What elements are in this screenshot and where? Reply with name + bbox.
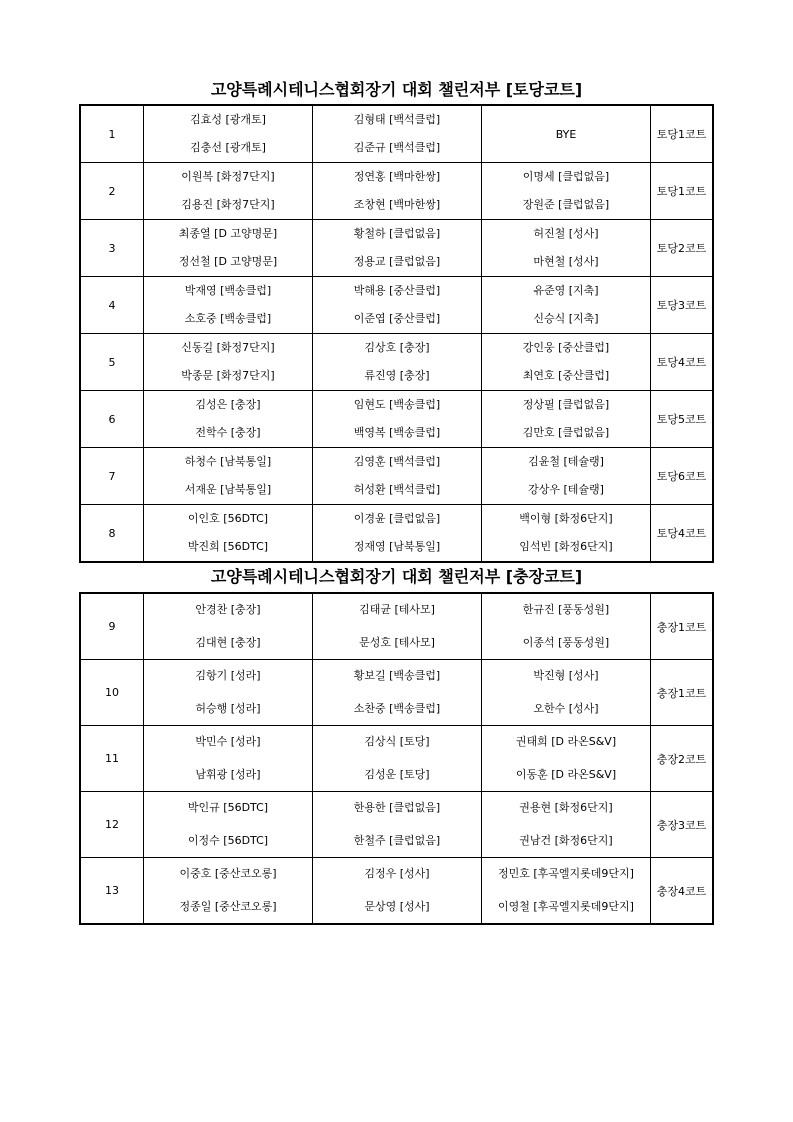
player-name: 문성호 [테사모] <box>359 635 435 649</box>
team-cell <box>313 391 482 448</box>
player-name: 신동길 [화정7단지] <box>181 341 275 354</box>
player-name: 하청수 [남북통일] <box>184 455 272 468</box>
player-name: 이인호 [56DTC] <box>187 512 269 525</box>
group-row <box>80 858 713 925</box>
court-cell: 충장2코트 <box>651 726 714 792</box>
player-name: 신승식 [지축] <box>533 312 599 325</box>
player-name: 한용한 [클럽없음] <box>353 801 441 815</box>
court-cell: 토당4코트 <box>651 505 714 563</box>
court-cell: 충장1코트 <box>651 593 714 660</box>
team-cell <box>313 660 482 726</box>
group-number: 12 <box>80 792 144 858</box>
player-name: 김만호 [클럽없음] <box>522 426 610 439</box>
group-number: 4 <box>80 277 144 334</box>
team-cell <box>144 277 313 334</box>
player-name: 이명세 [클럽없음] <box>522 170 610 183</box>
team-cell <box>313 593 482 660</box>
player-name: 정용교 [클럽없음] <box>353 255 441 268</box>
team-cell <box>482 448 651 505</box>
player-name: 소찬중 [백송클럽] <box>353 701 441 715</box>
group-number: 7 <box>80 448 144 505</box>
player-name: 이중호 [중산코오롱] <box>179 867 277 881</box>
team-cell <box>313 505 482 563</box>
player-name: 권태희 [D 라온S&V] <box>515 735 617 749</box>
team-cell <box>482 593 651 660</box>
group-row <box>80 391 713 448</box>
team-cell <box>144 505 313 563</box>
court-cell: 토당6코트 <box>651 448 714 505</box>
player-name: 이동훈 [D 라온S&V] <box>515 767 617 781</box>
player-name: 박종문 [화정7단지] <box>181 369 275 382</box>
team-cell <box>144 726 313 792</box>
group-number: 13 <box>80 858 144 925</box>
player-name: 김영훈 [백석클럽] <box>353 455 441 468</box>
player-name: 허승행 [성라] <box>195 701 261 715</box>
team-cell <box>313 448 482 505</box>
group-row <box>80 505 713 563</box>
player-name: 최연호 [중산클럽] <box>522 369 610 382</box>
team-cell <box>482 505 651 563</box>
player-name: 정재영 [남북통일] <box>353 540 441 553</box>
group-number: 1 <box>80 105 144 163</box>
team-cell <box>482 792 651 858</box>
player-name: 박진희 [56DTC] <box>187 540 269 553</box>
team-cell <box>313 726 482 792</box>
draw-table-chungjang <box>79 592 714 925</box>
team-cell <box>313 792 482 858</box>
court-cell: 충장1코트 <box>651 660 714 726</box>
player-name: 강상우 [테슐랭] <box>528 483 604 496</box>
player-name: 임현도 [백송클럽] <box>353 398 441 411</box>
player-name: 김용진 [화정7단지] <box>181 198 275 211</box>
player-name: 서재운 [남북통일] <box>184 483 272 496</box>
group-number: 11 <box>80 726 144 792</box>
player-name: 박해용 [중산클럽] <box>353 284 441 297</box>
player-name: 김대현 [충장] <box>195 635 261 649</box>
player-name: 임석빈 [화정6단지] <box>519 540 613 553</box>
player-name: 김항기 [성라] <box>195 669 261 683</box>
team-cell <box>313 334 482 391</box>
team-cell <box>313 163 482 220</box>
player-name: 정민호 [후곡엘지롯데9단지] <box>498 867 634 881</box>
team-cell <box>313 220 482 277</box>
group-row <box>80 334 713 391</box>
player-name: 김충선 [광개토] <box>190 141 266 154</box>
group-number: 3 <box>80 220 144 277</box>
team-cell <box>482 660 651 726</box>
player-name: 황철하 [클럽없음] <box>353 227 441 240</box>
group-row <box>80 726 713 792</box>
player-name: 박재영 [백송클럽] <box>184 284 272 297</box>
player-name: 황보길 [백송클럽] <box>353 669 441 683</box>
team-cell <box>482 858 651 925</box>
team-cell <box>313 105 482 163</box>
team-cell <box>144 593 313 660</box>
group-row <box>80 220 713 277</box>
player-name: 최종열 [D 고양명문] <box>178 227 278 240</box>
player-name: 오한수 [성사] <box>533 701 599 715</box>
team-cell <box>482 220 651 277</box>
draw-table-todang <box>79 104 714 563</box>
group-row <box>80 660 713 726</box>
group-row <box>80 163 713 220</box>
player-name: 허성환 [백석클럽] <box>353 483 441 496</box>
player-name: 소호중 [백송클럽] <box>184 312 272 325</box>
group-number: 8 <box>80 505 144 563</box>
group-row <box>80 448 713 505</box>
player-name: 김윤철 [테슐랭] <box>528 455 604 468</box>
player-name: 김정우 [성사] <box>364 867 430 881</box>
player-name: 한규진 [풍동성원] <box>522 603 610 617</box>
player-name: 이종석 [풍동성원] <box>522 635 610 649</box>
player-name: 김성운 [토당] <box>364 767 430 781</box>
player-name: 김성은 [충장] <box>195 398 261 411</box>
team-cell <box>144 448 313 505</box>
team-cell <box>144 858 313 925</box>
group-number: 9 <box>80 593 144 660</box>
player-name: 마현철 [성사] <box>533 255 599 268</box>
group-row <box>80 792 713 858</box>
player-name: 안경찬 [충장] <box>195 603 261 617</box>
section-title-todang: 고양특례시테니스협회장기 대회 챌린저부 [토당코트] <box>210 80 583 99</box>
court-cell: 토당4코트 <box>651 334 714 391</box>
team-cell <box>482 334 651 391</box>
player-name: 김상호 [충장] <box>364 341 430 354</box>
group-number: 2 <box>80 163 144 220</box>
player-name: 조창현 [백마한쌍] <box>353 198 441 211</box>
team-cell <box>482 277 651 334</box>
team-cell <box>482 163 651 220</box>
group-row <box>80 105 713 163</box>
player-name: 정선철 [D 고양명문] <box>178 255 278 268</box>
team-cell <box>144 792 313 858</box>
player-name: 허진철 [성사] <box>533 227 599 240</box>
player-name: 권용현 [화정6단지] <box>519 801 613 815</box>
court-cell: 토당1코트 <box>651 105 714 163</box>
court-cell: 토당2코트 <box>651 220 714 277</box>
player-name: 박진형 [성사] <box>533 669 599 683</box>
team-cell <box>313 858 482 925</box>
player-name: 문상영 [성사] <box>364 899 430 913</box>
player-name: 김태균 [테사모] <box>359 603 435 617</box>
player-name: 장원준 [클럽없음] <box>522 198 610 211</box>
court-cell: 토당1코트 <box>651 163 714 220</box>
team-cell <box>482 726 651 792</box>
group-row <box>80 277 713 334</box>
team-cell <box>144 391 313 448</box>
player-name: 정종일 [중산코오롱] <box>179 899 277 913</box>
court-cell: 충장4코트 <box>651 858 714 925</box>
group-number: 6 <box>80 391 144 448</box>
player-name: 이영철 [후곡엘지롯데9단지] <box>498 899 634 913</box>
player-name: 백영복 [백송클럽] <box>353 426 441 439</box>
group-number: 10 <box>80 660 144 726</box>
player-name: 이준엽 [중산클럽] <box>353 312 441 325</box>
player-name: 이경윤 [클럽없음] <box>353 512 441 525</box>
player-name: 전학수 [충장] <box>195 426 261 439</box>
team-cell <box>144 220 313 277</box>
player-name: 한철주 [클럽없음] <box>353 833 441 847</box>
player-name: 김준규 [백석클럽] <box>353 141 441 154</box>
group-number: 5 <box>80 334 144 391</box>
court-cell: 충장3코트 <box>651 792 714 858</box>
player-name: 이정수 [56DTC] <box>187 833 269 847</box>
player-name: 정연홍 [백마한쌍] <box>353 170 441 183</box>
player-name: 박민수 [성라] <box>195 735 261 749</box>
team-cell <box>482 391 651 448</box>
player-name: 권남건 [화정6단지] <box>519 833 613 847</box>
player-name: 김효성 [광개토] <box>190 113 266 126</box>
section-title-chungjang: 고양특례시테니스협회장기 대회 챌린저부 [충장코트] <box>210 567 583 586</box>
player-name: 박인규 [56DTC] <box>187 801 269 815</box>
group-row <box>80 593 713 660</box>
player-name: 김상식 [토당] <box>364 735 430 749</box>
player-name: 정상필 [클럽없음] <box>522 398 610 411</box>
player-name: 유준영 [지축] <box>533 284 599 297</box>
player-name: 강인웅 [중산클럽] <box>522 341 610 354</box>
player-name: 백이형 [화정6단지] <box>519 512 613 525</box>
court-cell: 토당5코트 <box>651 391 714 448</box>
team-cell <box>144 105 313 163</box>
team-cell <box>144 334 313 391</box>
player-name: 류진영 [충장] <box>364 369 430 382</box>
team-cell <box>144 660 313 726</box>
player-name: 김형태 [백석클럽] <box>353 113 441 126</box>
court-cell: 토당3코트 <box>651 277 714 334</box>
team-cell <box>313 277 482 334</box>
player-name: 이원복 [화정7단지] <box>181 170 275 183</box>
team-cell <box>144 163 313 220</box>
bye-cell: BYE <box>482 105 651 163</box>
player-name: 남휘광 [성라] <box>195 767 261 781</box>
